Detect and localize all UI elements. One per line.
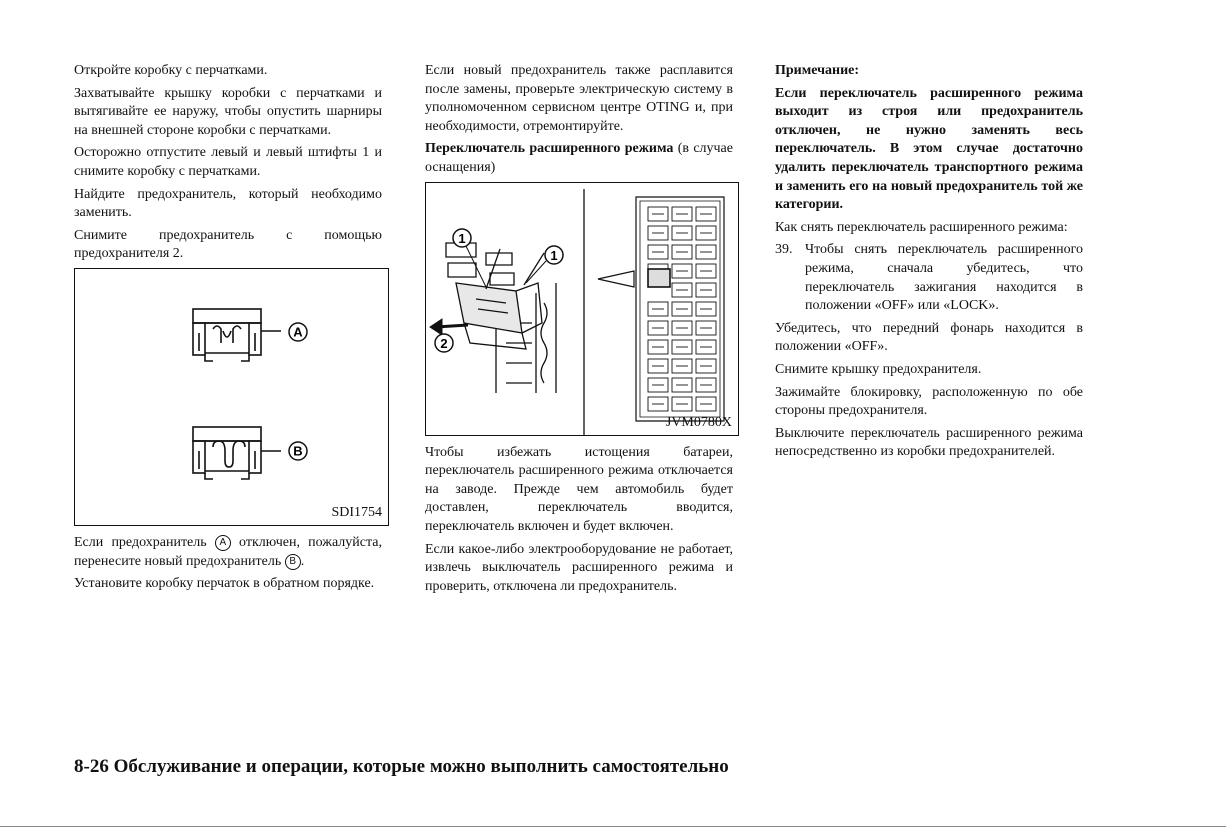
paragraph: Если предохранитель A отключен, пожалуйста, перенесите новый предохранитель B . bbox=[74, 534, 382, 569]
glove-box-drawing bbox=[446, 243, 556, 393]
list-number: 39. bbox=[775, 242, 793, 258]
fuse-box-figure bbox=[425, 182, 739, 436]
svg-text:1: 1 bbox=[458, 230, 466, 246]
section-heading: Переключатель расширенного режима (в случае оснащения) bbox=[425, 141, 733, 175]
column-2 bbox=[425, 62, 733, 600]
figure-label: JVM0780X bbox=[665, 414, 732, 430]
pull-arrow-icon bbox=[430, 319, 468, 335]
svg-text:A: A bbox=[293, 324, 303, 340]
fuse-b-drawing bbox=[193, 427, 281, 479]
svg-text:1: 1 bbox=[550, 247, 558, 263]
paragraph: Убедитесь, что передний фонарь находится в положении «OFF». bbox=[775, 320, 1083, 355]
paragraph: Если новый предохранитель также расплавится после замены, проверьте электрическую систему в уполномоченном сервисном центре OTING и, при необходимости, отремонтируйте. bbox=[425, 63, 733, 134]
paragraph: Найдите предохранитель, который необходимо заменить. bbox=[74, 186, 382, 221]
paragraph: Снимите предохранитель с помощью предохранителя 2. bbox=[74, 227, 382, 262]
svg-text:2: 2 bbox=[440, 335, 448, 351]
fuse-grid bbox=[648, 207, 716, 411]
callout-2-icon bbox=[435, 334, 453, 352]
callout-1-icon bbox=[526, 246, 563, 283]
extended-mode-switch-icon bbox=[648, 269, 670, 287]
paragraph: Захватывайте крышку коробки с перчатками и вытягивайте ее наружу, чтобы опустить шарниры на внешней стороне коробки с перчатками. bbox=[74, 85, 382, 138]
page-footer: 8-26 Обслуживание и операции, которые можно выполнить самостоятельно bbox=[74, 756, 729, 777]
fuse-figure bbox=[74, 268, 389, 526]
note-title: Примечание: bbox=[775, 63, 860, 78]
svg-text:B: B bbox=[293, 443, 303, 459]
note-body: Если переключатель расширенного режима выходит из строя или предохранитель отключен, не нужно заменять весь переключатель. В этом случае достаточно удалить переключатель транспортного режима и заменить его на новый предохранитель той же категории. bbox=[775, 85, 1083, 213]
fuse-illustration bbox=[75, 269, 390, 527]
column-1 bbox=[74, 62, 382, 598]
divider bbox=[0, 826, 1226, 827]
paragraph: Установите коробку перчаток в обратном порядке. bbox=[74, 576, 375, 592]
fuse-box-illustration bbox=[426, 183, 740, 437]
paragraph: Откройте коробку с перчатками. bbox=[74, 63, 268, 78]
callout-1-icon bbox=[453, 229, 486, 287]
column-3 bbox=[775, 62, 1083, 466]
paragraph: Выключите переключатель расширенного режима непосредственно из коробки предохранителей. bbox=[775, 425, 1083, 460]
paragraph: Как снять переключатель расширенного режима: bbox=[775, 219, 1068, 235]
list-item bbox=[775, 241, 1083, 315]
list-text: Чтобы снять переключатель расширенного режима, сначала убедитесь, что переключатель зажигания находится в положении «OFF» или «LOCK». bbox=[805, 242, 1083, 314]
callout-a-icon: A bbox=[215, 535, 231, 551]
paragraph: Осторожно отпустите левый и левый штифты 1 и снимите коробку с перчатками. bbox=[74, 145, 382, 179]
callout-b-icon: B bbox=[285, 554, 301, 570]
paragraph: Зажимайте блокировку, расположенную по обе стороны предохранителя. bbox=[775, 384, 1083, 419]
figure-label: SDI1754 bbox=[331, 504, 382, 520]
fuse-a-drawing bbox=[193, 309, 281, 361]
paragraph: Если какое-либо электрооборудование не работает, извлечь выключатель расширенного режима и проверить, отключена ли предохранитель. bbox=[425, 541, 733, 594]
paragraph: Снимите крышку предохранителя. bbox=[775, 361, 982, 377]
callout-a-icon bbox=[289, 323, 307, 341]
callout-b-icon bbox=[289, 442, 307, 460]
paragraph: Чтобы избежать истощения батареи, переключатель расширенного режима отключается на заводе. Прежде чем автомобиль будет доставлен, переключатель вводится, переключатель включен и будет включен. bbox=[425, 444, 733, 534]
